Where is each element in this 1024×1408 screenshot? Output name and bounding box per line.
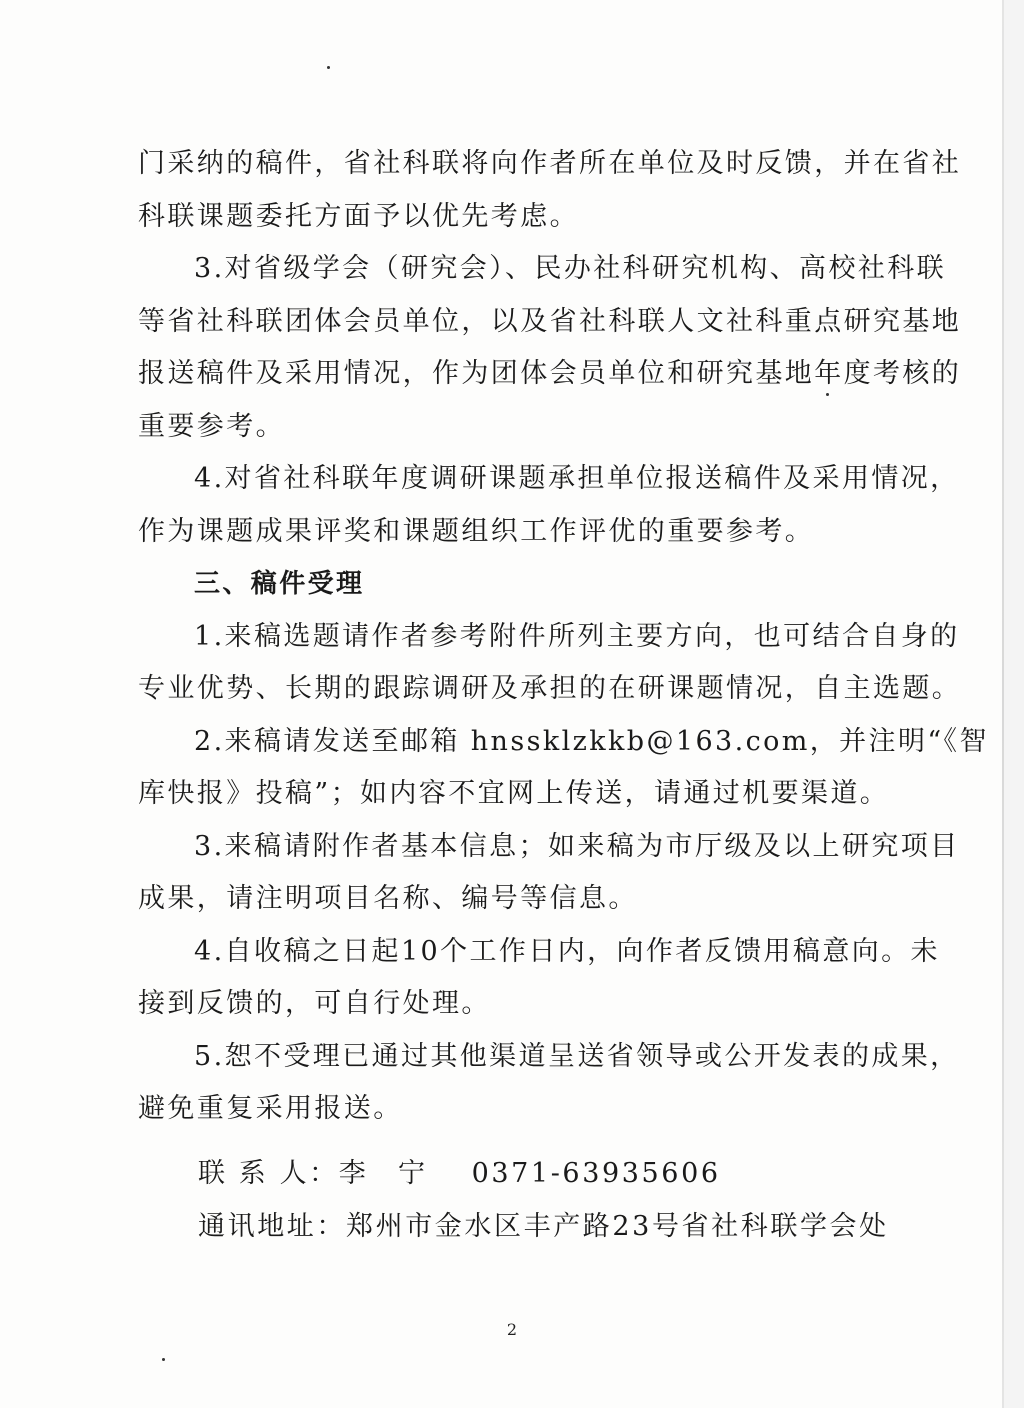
contact-person-line [198,1148,889,1201]
paragraph-line: 专业优势、长期的跟踪调研及承担的在研课题情况，自主选题。 [138,673,962,704]
paragraph-line: 门采纳的稿件，省社科联将向作者所在单位及时反馈，并在省社 [138,148,962,179]
contact-person-name: 李 宁 [338,1158,428,1189]
paragraph-line: 避免重复采用报送。 [138,1093,403,1124]
document-body [138,138,989,1136]
scan-speck [327,66,330,69]
paragraph-line: 报送稿件及采用情况，作为团体会员单位和研究基地年度考核的 [138,358,962,389]
paragraph-line: 接到反馈的，可自行处理。 [138,988,491,1019]
paragraph-line: 1.来稿选题请作者参考附件所列主要方向，也可结合自身的 [194,620,960,652]
contact-phone: 0371-63935606 [471,1158,721,1189]
scan-edge-line [1002,0,1004,1408]
paragraph-line: 3.对省级学会（研究会）、民办社科研究机构、高校社科联 [194,253,947,284]
scan-margin [1004,0,1024,1408]
section-heading: 三、稿件受理 [194,569,365,599]
contact-block [198,1148,889,1253]
paragraph-line: 4.自收稿之日起10个工作日内，向作者反馈用稿意向。未 [194,935,940,967]
paragraph-line: 科联课题委托方面予以优先考虑。 [138,200,579,232]
page-number: 2 [506,1320,518,1339]
paragraph-line: 5.恕不受理已通过其他渠道呈送省领导或公开发表的成果， [194,1040,960,1072]
scan-speck [826,393,829,396]
paragraph-line: 等省社科联团体会员单位，以及省社科联人文社科重点研究基地 [138,305,962,337]
paragraph-line: 3.来稿请附作者基本信息；如来稿为市厅级及以上研究项目 [194,830,960,862]
paragraph-line: 库快报》投稿”；如内容不宜网上传送，请通过机要渠道。 [138,778,890,809]
contact-address-label: 通讯地址： [198,1210,346,1242]
scan-speck [162,1358,165,1361]
contact-person-label: 联 系 人： [198,1158,339,1189]
paragraph-line: 2.来稿请发送至邮箱 hnssklzkkb@163.com，并注明“《智 [194,725,989,757]
contact-address: 郑州市金水区丰产路23号省社科联学会处 [346,1210,889,1242]
paragraph-line: 成果，请注明项目名称、编号等信息。 [138,883,638,914]
paragraph-line: 4.对省社科联年度调研课题承担单位报送稿件及采用情况， [194,463,960,494]
paragraph-line: 作为课题成果评奖和课题组织工作评优的重要参考。 [138,515,815,547]
contact-address-line [198,1201,889,1254]
paragraph-line: 重要参考。 [138,410,285,442]
